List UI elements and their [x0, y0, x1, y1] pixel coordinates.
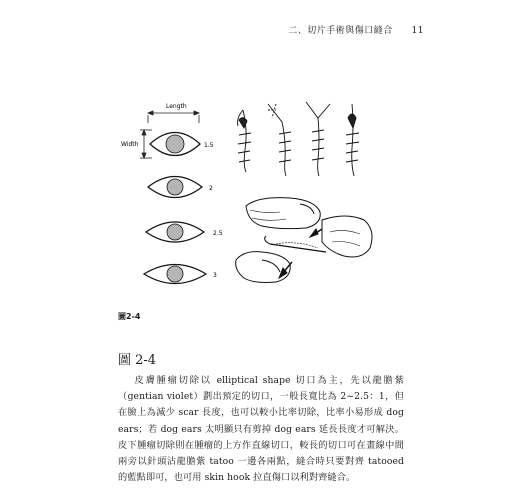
- ellipse-1-5: [150, 133, 200, 156]
- caption-title: 圖 2-4: [118, 353, 157, 368]
- ratio-label: 1.5: [204, 142, 214, 149]
- width-label: Width: [121, 141, 139, 148]
- fingers-skin-hook-illustration: [236, 198, 372, 283]
- running-title: 二、切片手術與傷口縫合: [288, 26, 393, 36]
- ratio-label: 2.5: [213, 230, 223, 237]
- ellipse-2: [148, 177, 202, 198]
- ratio-label: 3: [213, 272, 217, 279]
- page-number: 11: [411, 26, 424, 36]
- body-paragraph: 皮膚腫瘤切除以 elliptical shape 切口為主，先以龍膽紫（gentian violet）劃出預定的切口，一般長寬比為 2~2.5：1，但在臉上為減少 scar 長度，也可以較小比率切除，比率小易形成 dog ears；若 dog ears 太明顯只有剪掉 dog ears 延長長度才可解決。皮下腫瘤切除則在腫瘤的上方作直線切口，較長的切口可在畫線中間兩旁以針頭沾龍膽紫 tatoo 一邊各兩點，縫合時只要對齊 tatooed 的藍點即可，也可用 skin hook 拉直傷口以利對齊縫合。: [118, 375, 404, 484]
- ellipse-2-5: [146, 222, 204, 242]
- ellipse-3: [144, 265, 206, 284]
- length-label: Length: [166, 103, 187, 110]
- ratio-label: 2: [209, 185, 213, 192]
- dog-ear-sketches: [238, 102, 359, 176]
- figure-label: 圖2-4: [118, 312, 141, 321]
- length-dimension: [148, 111, 199, 123]
